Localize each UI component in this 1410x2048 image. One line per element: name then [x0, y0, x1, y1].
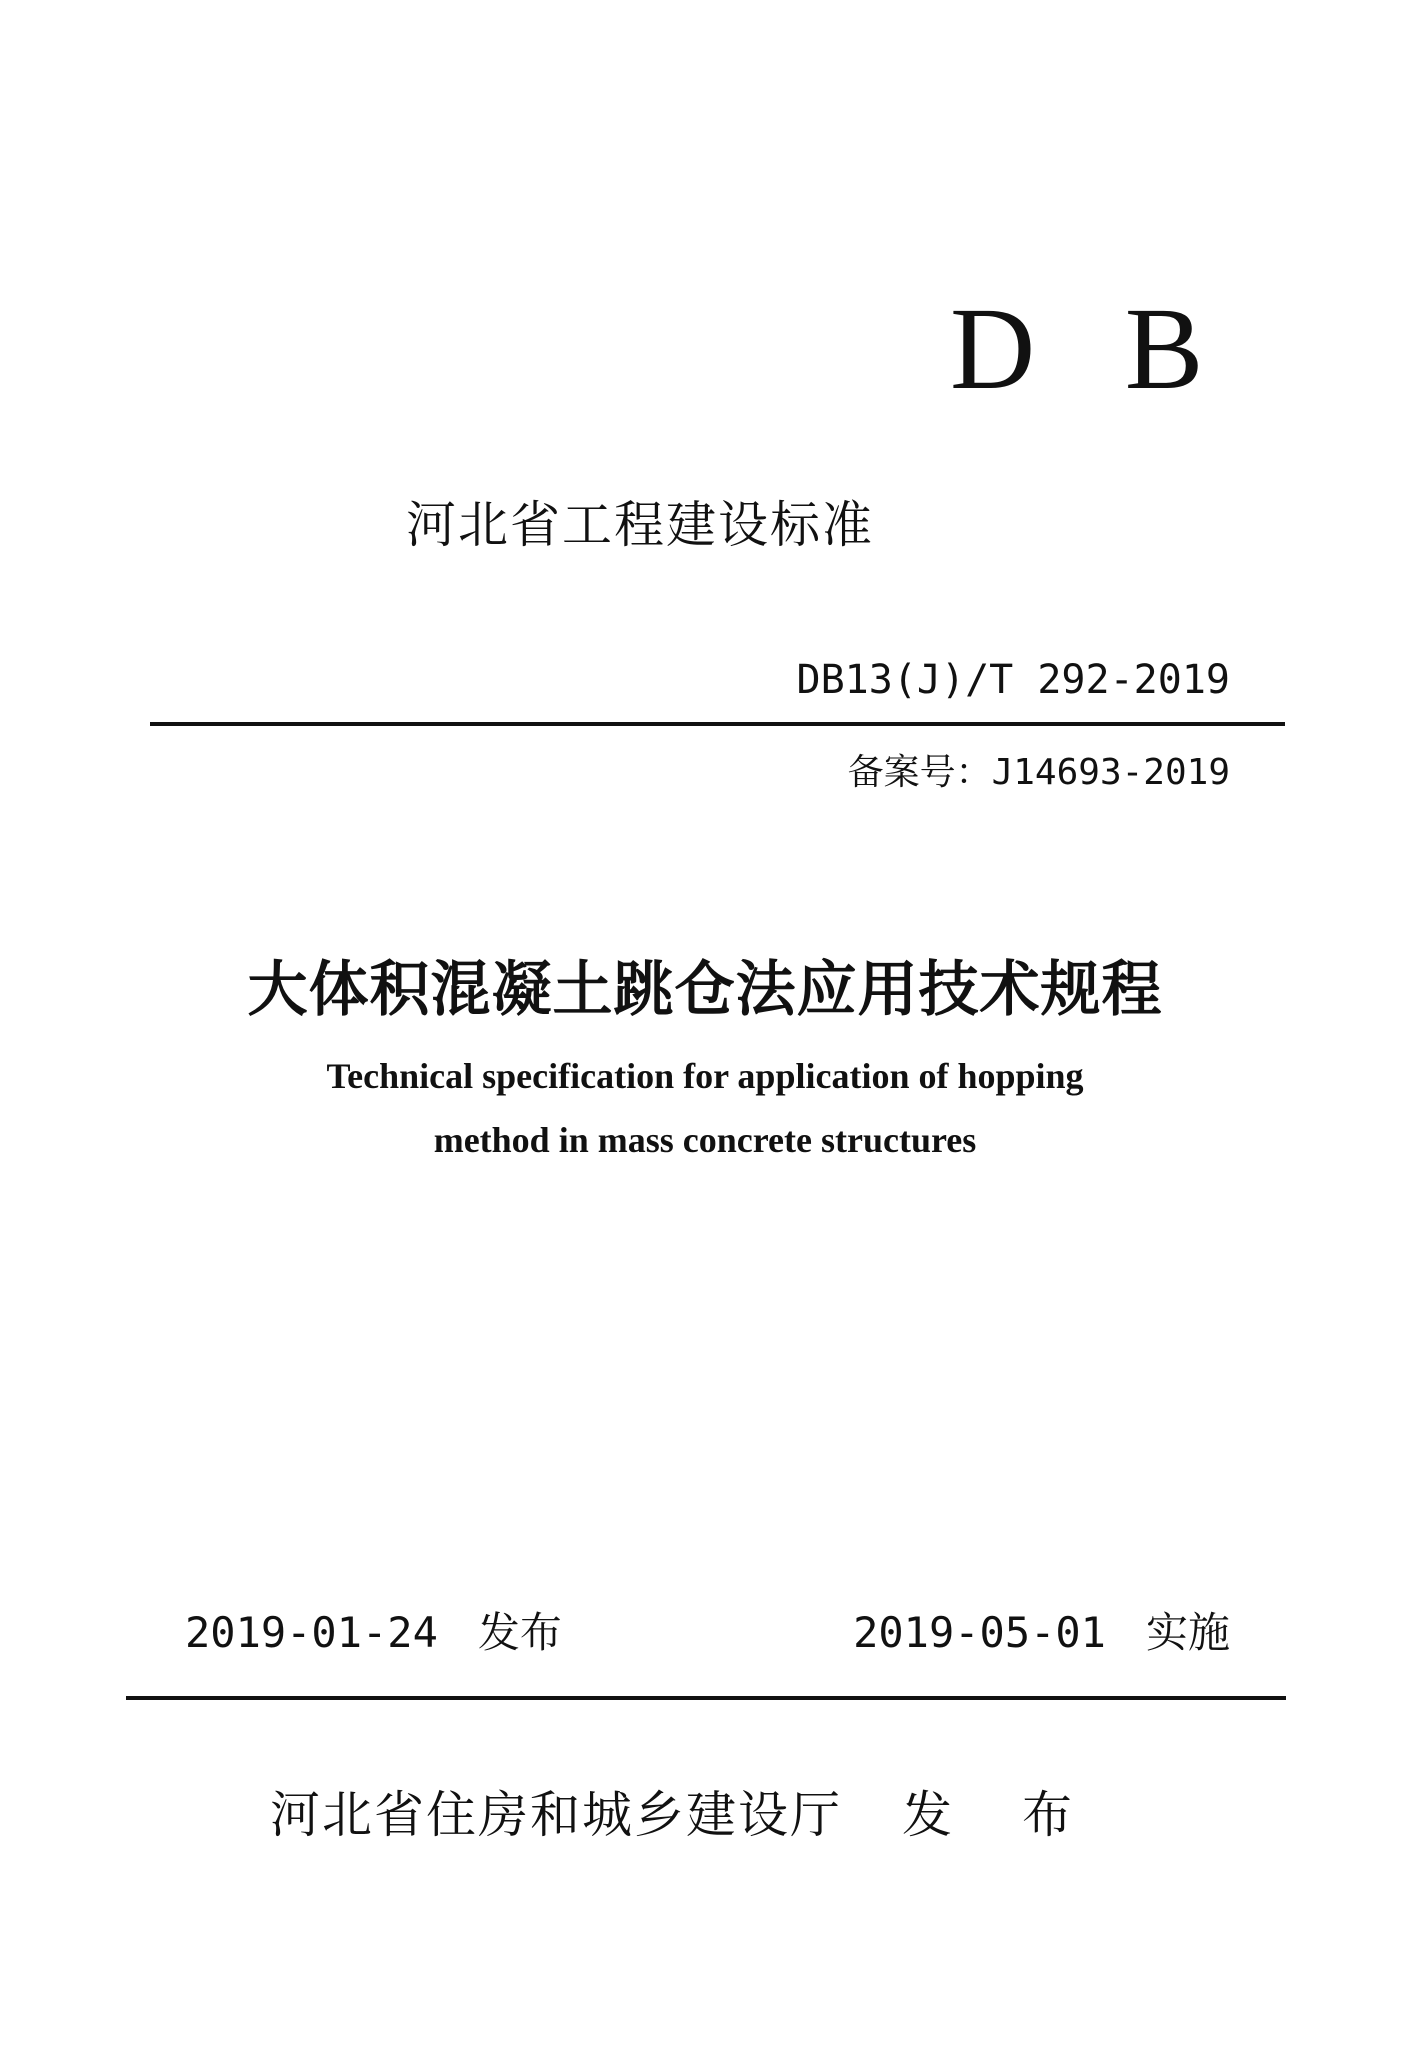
bottom-divider	[126, 1696, 1286, 1700]
publish-action: 发布	[902, 1786, 1142, 1844]
publisher-name: 河北省住房和城乡建设厅	[270, 1786, 842, 1844]
effective-date-row	[853, 1608, 1230, 1657]
record-number-value: J14693-2019	[991, 752, 1230, 793]
record-number-label: 备案号：	[847, 752, 992, 793]
issue-date: 2019-01-24	[185, 1608, 438, 1657]
record-number	[847, 752, 1230, 793]
english-title-line-1: Technical specification for application of hopping	[326, 1056, 1084, 1096]
db-mark: D B	[950, 283, 1234, 414]
standard-number: DB13(J)/T 292-2019	[796, 657, 1230, 703]
effective-label: 实施	[1145, 1608, 1230, 1657]
english-title-line-2: method in mass concrete structures	[433, 1120, 977, 1160]
top-divider	[150, 722, 1285, 726]
issue-date-row	[185, 1608, 562, 1657]
issue-label: 发布	[477, 1608, 562, 1657]
chinese-title: 大体积混凝土跳仓法应用技术规程	[247, 955, 1163, 1025]
standard-type: 河北省工程建设标准	[406, 496, 874, 554]
publisher-line	[270, 1786, 1142, 1844]
effective-date: 2019-05-01	[853, 1608, 1106, 1657]
